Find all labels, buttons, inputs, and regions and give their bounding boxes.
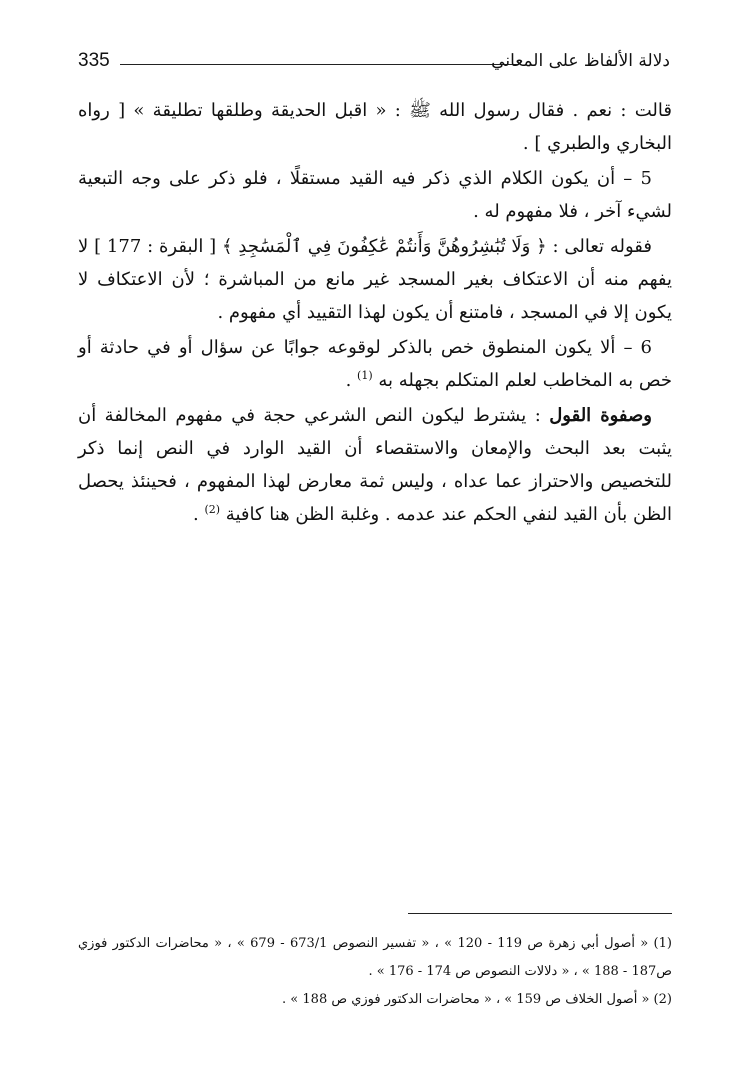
paragraph-verse-example (78, 230, 672, 329)
summary-text: : يشترط ليكون النص الشرعي حجة في مفهوم المخالفة أن يثبت بعد البحث والإمعان والاستقصاء أن القيد الوارد في النص إنما ذكر للتخصيص والاحتراز عما عداه ، وليس ثمة معارض لهذا المفهوم ، فحينئذ يحصل الظن بأن القيد لنفي الحكم عند عدمه . وغلبة الظن هنا كافية (78, 405, 672, 525)
page-number: 335 (78, 50, 110, 71)
paragraph-summary (78, 399, 672, 531)
header-rule (120, 64, 518, 65)
running-header (78, 48, 670, 78)
paragraph-hadith: قالت : نعم . فقال رسول الله ﷺ : « اقبل الحديقة وطلقها تطليقة » [ رواه البخاري والطبري ] . (78, 100, 672, 154)
footnote-ref-1: (1) (357, 369, 373, 382)
paragraph-condition-5: 5 – أن يكون الكلام الذي ذكر فيه القيد مستقلًا ، فلو ذكر على وجه التبعية لشيء آخر ، فلا مفهوم له . (78, 168, 672, 222)
verse-intro: فقوله تعالى : (546, 236, 653, 257)
verse-explanation: [ البقرة : 177 ] لا يفهم منه أن الاعتكاف بغير المسجد غير مانع من المباشرة ؛ لأن الاعتكاف لا يكون إلا في المسجد ، فامتنع أن يكون لهذا التقييد أي مفهوم . (78, 236, 672, 323)
paragraph-condition-6 (78, 331, 672, 397)
condition-6-text: 6 – ألا يكون المنطوق خص بالذكر لوقوعه جوابًا عن سؤال أو في حادثة أو خص به المخاطب لعلم المتكلم بجهله به (78, 337, 672, 391)
running-title: دلالة الألفاظ على المعاني (491, 51, 670, 71)
main-text (78, 94, 672, 533)
footnote-1: (1) « أصول أبي زهرة ص 119 - 120 » ، « تفسير النصوص 673/1 - 679 » ، « محاضرات الدكتور فوزي ص187 - 188 » ، « دلالات النصوص ص 174 - 176 » . (78, 936, 672, 979)
summary-lead: وصفوة القول (549, 405, 652, 426)
quran-verse: ﴿ وَلَا تُبَٰشِرُوهُنَّ وَأَنتُمْ عَٰكِفُونَ فِي ٱلْمَسَٰجِدِ ﴾ (222, 236, 547, 257)
footnote-separator (408, 913, 672, 914)
footnotes (78, 930, 672, 1014)
footnote-ref-2: (2) (204, 503, 221, 516)
summary-end: . (193, 504, 205, 525)
condition-6-end: . (345, 370, 358, 391)
footnote-2: (2) « أصول الخلاف ص 159 » ، « محاضرات الدكتور فوزي ص 188 » . (282, 992, 672, 1007)
